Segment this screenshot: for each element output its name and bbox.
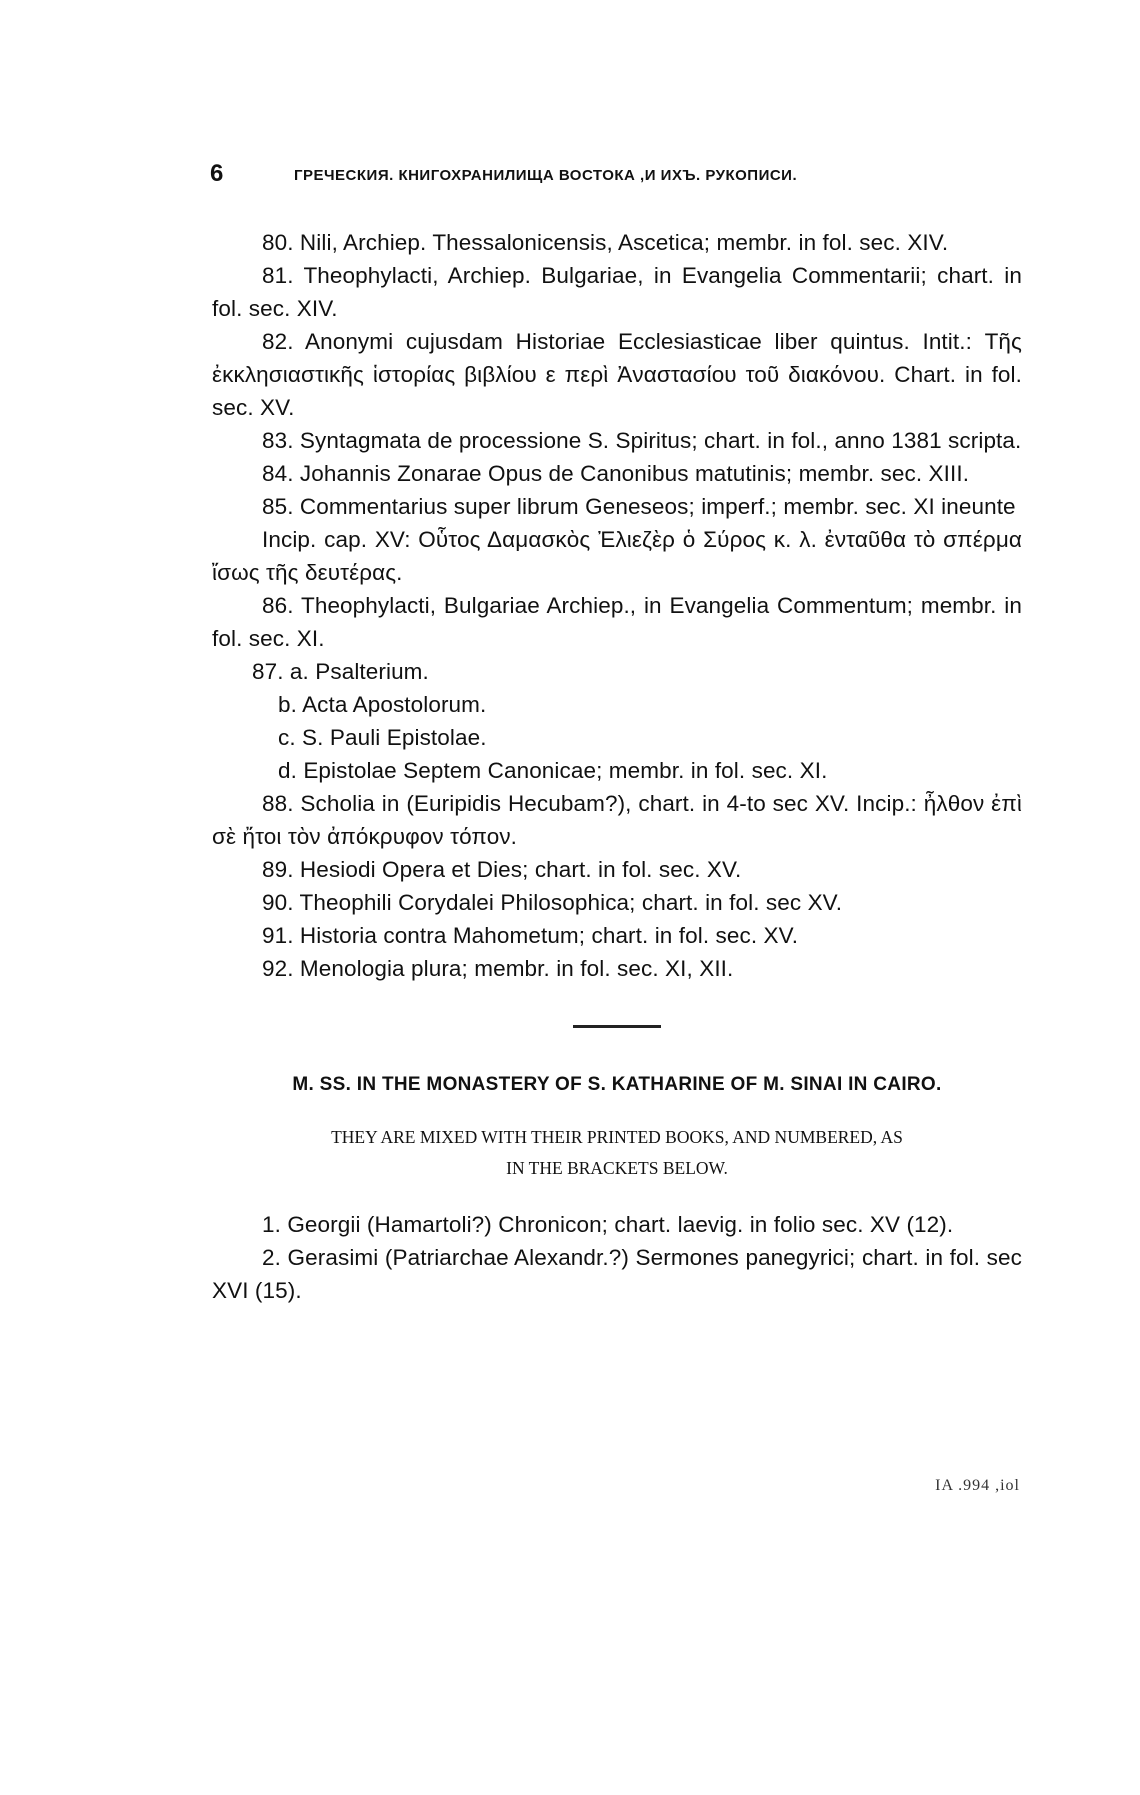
running-title: ГРЕЧЕСКИЯ. КНИГОХРАНИЛИЩА ВОСТОКА ,И ИХЪ. РУКОПИСИ. [294, 167, 798, 184]
section-subtitle-line-1: THEY ARE MIXED WITH THEIR PRINTED BOOKS, AND NUMBERED, AS [331, 1127, 903, 1147]
entry-85: 85. Commentarius super librum Geneseos; imperf.; membr. sec. XI ineunte [262, 494, 1016, 519]
entry-88: 88. Scholia in (Euripidis Hecubam?), chart. in 4-to sec XV. Incip.: ἦλθον ἐπὶ σὲ ἤτοι τὸν ἀπόκρυφον τόπον. [212, 791, 1022, 849]
section-title: M. SS. IN THE MONASTERY OF S. KATHARINE OF M. SINAI IN CAIRO. [292, 1074, 942, 1095]
entry-85-incipit: Incip. cap. XV: Οὗτος Δαμασκὸς Ἐλιεζὲρ ὁ Σύρος κ. λ. ἐνταῦθα τὸ σπέρμα ἴσως τῆς δευτέρας. [212, 527, 1022, 585]
entry-81: 81. Theophylacti, Archiep. Bulgariae, in Evangelia Commentarii; chart. in fol. sec. XIV. [212, 263, 1022, 321]
entry-84: 84. Johannis Zonarae Opus de Canonibus matutinis; membr. sec. XIII. [262, 461, 970, 486]
entry-87-c: c. S. Pauli Epistolae. [278, 725, 487, 750]
page-body [212, 226, 1022, 1307]
signature-mark: IA .994 ,iol [935, 1477, 1020, 1494]
entry-89: 89. Hesiodi Opera et Dies; chart. in fol. sec. XV. [262, 857, 742, 882]
section-subtitle [212, 1122, 1022, 1184]
entry-80: 80. Nili, Archiep. Thessalonicensis, Ascetica; membr. in fol. sec. XIV. [262, 230, 949, 255]
entry-86: 86. Theophylacti, Bulgariae Archiep., in Evangelia Commentum; membr. in fol. sec. XI. [212, 593, 1022, 651]
entry-82: 82. Anonymi cujusdam Historiae Ecclesiasticae liber quintus. Intit.: Τῆς ἐκκλησιαστικῆς ἱστορίας βιβλίου ε περὶ Ἀναστασίου τοῦ διακόνου. Chart. in fol. sec. XV. [212, 329, 1022, 420]
entry-83: 83. Syntagmata de processione S. Spiritus; chart. in fol., anno 1381 scripta. [262, 428, 1022, 453]
entry-87-d: d. Epistolae Septem Canonicae; membr. in fol. sec. XI. [278, 758, 828, 783]
cairo-entry-1: 1. Georgii (Hamartoli?) Chronicon; chart. laevig. in folio sec. XV (12). [262, 1212, 954, 1237]
entry-87-a: 87. a. Psalterium. [252, 659, 429, 684]
cairo-entry-2: 2. Gerasimi (Patriarchae Alexandr.?) Sermones panegyrici; chart. in fol. sec XVI (15). [212, 1245, 1022, 1303]
entry-92: 92. Menologia plura; membr. in fol. sec. XI, XII. [262, 956, 734, 981]
section-subtitle-line-2: IN THE BRACKETS BELOW. [506, 1158, 728, 1178]
page-number: 6 [210, 160, 224, 187]
section-divider [573, 1025, 661, 1028]
entry-87-b: b. Acta Apostolorum. [278, 692, 487, 717]
entry-90: 90. Theophili Corydalei Philosophica; chart. in fol. sec XV. [262, 890, 843, 915]
entry-91: 91. Historia contra Mahometum; chart. in fol. sec. XV. [262, 923, 799, 948]
